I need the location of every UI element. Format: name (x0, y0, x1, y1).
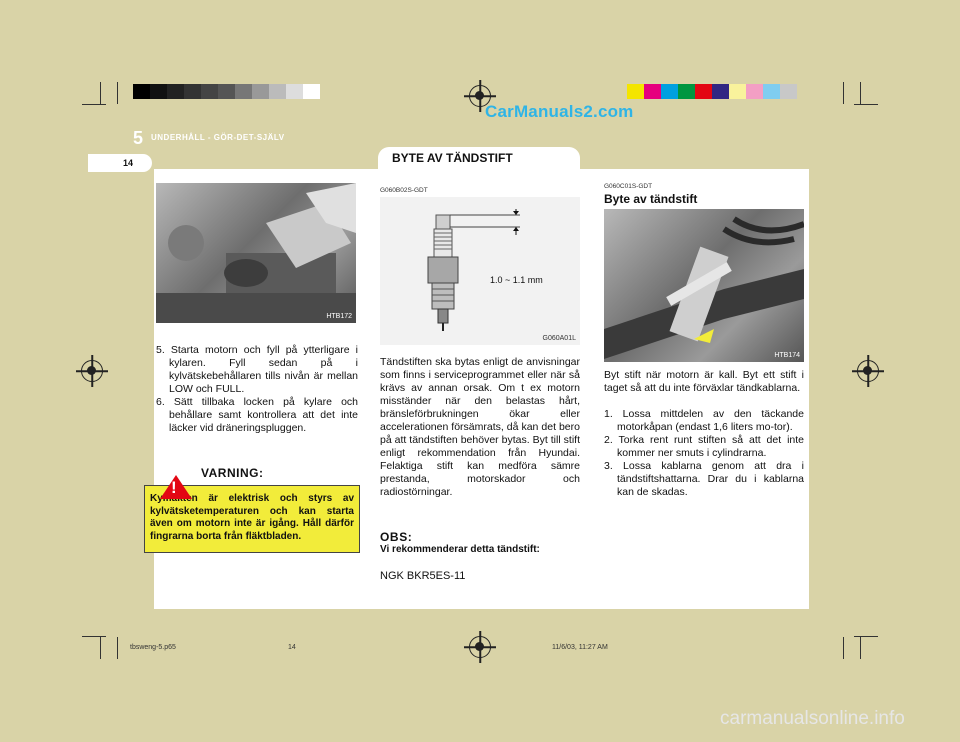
engine-radiator-photo (156, 183, 356, 323)
crop-mark (100, 637, 101, 659)
section-title: BYTE AV TÄNDSTIFT (392, 151, 513, 165)
right-intro: Byt stift när motorn är kall. Byt ett stift i taget så att du inte förväxlar tändkablarna. (604, 369, 804, 394)
chapter-number: 5 (133, 128, 144, 148)
exclamation-icon: ! (171, 478, 177, 497)
registration-mark-icon (469, 636, 491, 658)
photo-label: HTB172 (326, 313, 352, 320)
right-steps (604, 408, 804, 499)
step-2: 2. Torka rent runt stiften så att det inte kommer ner smuts i cylindrarna. (604, 434, 804, 459)
crop-mark (860, 82, 861, 104)
photo-label: HTB174 (774, 352, 800, 359)
left-steps (156, 344, 358, 435)
page-number: 14 (123, 158, 134, 168)
watermark-logo: CarManuals2.com (485, 102, 634, 121)
plug-model: NGK BKR5ES-11 (380, 570, 466, 582)
note-text: Vi rekommenderar detta tändstift: (380, 544, 540, 555)
section-code: G060B02S-GDT (380, 187, 428, 194)
registration-mark-icon (81, 360, 103, 382)
step-1: 1. Lossa mittdelen av den täckande motorkåpan (endast 1,6 liters mo-tor). (604, 408, 804, 433)
warning-text: Kylfläkten är elektrisk och styrs av kylvätsketemperaturen och kan starta även om motorn inte är igång. Håll därför fingrarna borta från fläktbladen. (150, 493, 354, 542)
crop-mark (82, 104, 106, 105)
plug-removal-illustration (604, 209, 804, 362)
plug-paragraph: Tändstiften ska bytas enligt de anvisningar som finns i serviceprogrammet eller när så krävs av annan orsak. Om t ex motorn misständer när den belastas hårt, bränsleförbrukningen ökar eller accelerationen försämrats, då kan det bero på att tändstiften behöver bytas. Byt till stift enligt rekommendation från Hyundai. Felaktiga stift kan medföra sämre prestanda, motorskador och radiostörningar. (380, 356, 580, 498)
radiator-filling-illustration (156, 183, 356, 323)
spark-plug-diagram (380, 197, 580, 345)
section-code: G060C01S-GDT (604, 183, 653, 190)
crop-mark (854, 636, 878, 637)
footer-file: tbsweng-5.p65 (130, 644, 176, 651)
step-6: 6. Sätt tillbaka locken på kylare och behållare samt kontrollera att det inte läcker vid dräneringspluggen. (156, 396, 358, 434)
grayscale-bar (133, 84, 320, 99)
site-watermark: carmanualsonline.info (720, 708, 905, 729)
crop-mark (82, 636, 106, 637)
footer-datetime: 11/6/03, 11:27 AM (552, 644, 608, 651)
crop-mark (843, 637, 844, 659)
crop-mark (860, 637, 861, 659)
crop-mark (100, 82, 101, 104)
color-bar (627, 84, 797, 99)
registration-mark-icon (857, 360, 879, 382)
engine-bay-photo (604, 209, 804, 362)
step-5: 5. Starta motorn och fyll på ytterligare i kylaren. Fyll sedan på i kylvätskebehållaren tills nivån är mellan LOW och FULL. (156, 344, 358, 395)
spark-plug-icon (380, 197, 580, 345)
step-3: 3. Lossa kablarna genom att dra i tändstiftshattarna. Drar du i kablarna kan de skadas. (604, 460, 804, 498)
gap-label: 1.0 ~ 1.1 mm (490, 275, 543, 285)
crop-mark (117, 82, 118, 104)
crop-mark (117, 637, 118, 659)
crop-mark (843, 82, 844, 104)
warning-title: VARNING: (201, 466, 264, 480)
crop-mark (854, 104, 878, 105)
page-number-tab (88, 154, 152, 172)
chapter-title: UNDERHÅLL - GÖR-DET-SJÄLV (151, 133, 285, 142)
note-title: OBS: (380, 530, 413, 544)
right-heading: Byte av tändstift (604, 192, 698, 206)
diagram-label: G060A01L (542, 335, 576, 342)
footer-page: 14 (288, 644, 296, 651)
